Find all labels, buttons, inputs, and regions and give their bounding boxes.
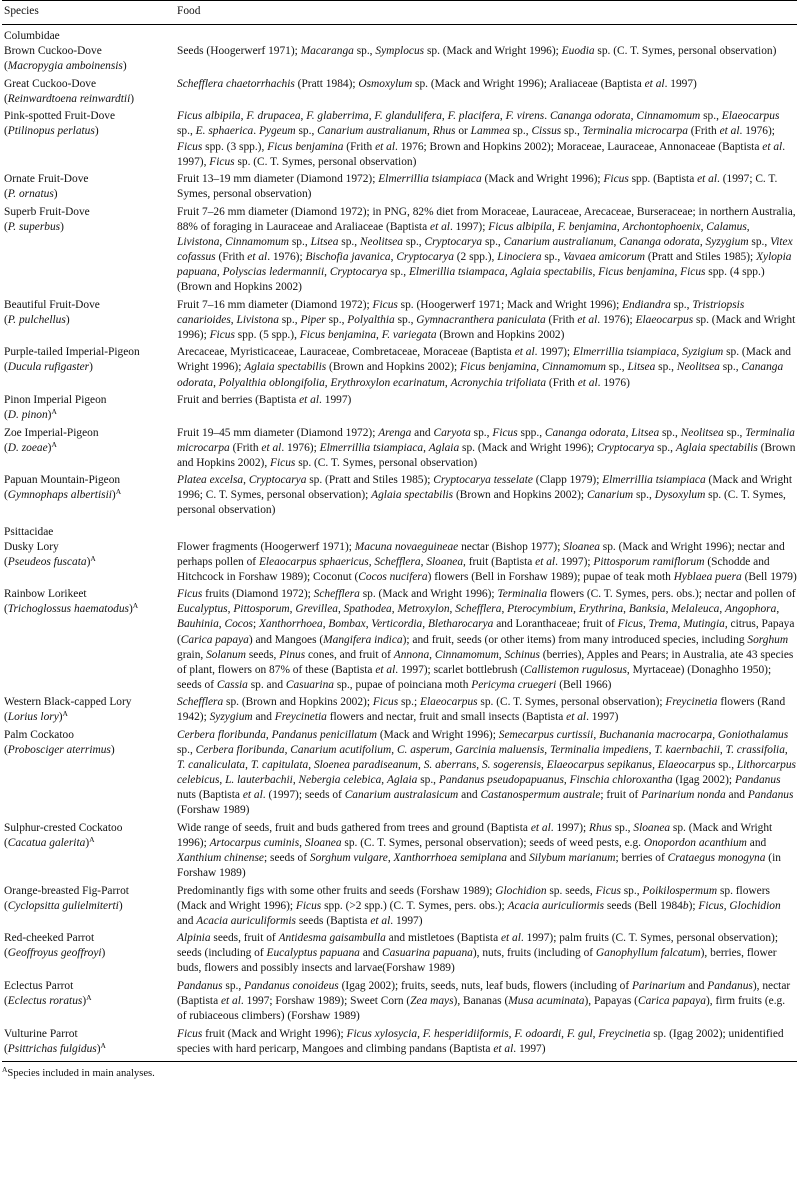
common-name: Palm Cockatoo	[4, 728, 74, 741]
scientific-name: (Reinwardtoena reinwardtii)	[4, 92, 135, 105]
food-cell: Fruit 7–16 mm diameter (Diamond 1972); Ficus sp. (Hoogerwerf 1971; Mack and Wright 1996); Endiandra sp., Tristriopsis canarioides, Livistona sp., Piper sp., Polyalthia sp., Gymnacranthera paniculata (Frith et al. 1976); Elaeocarpus sp. (Mack and Wright 1996); Ficus spp. (5 spp.), Ficus benjamina, F. variegata (Brown and Hopkins 2002)	[177, 298, 796, 341]
main-analysis-mark: A	[86, 993, 92, 1003]
main-analysis-mark: A	[51, 439, 57, 449]
scientific-name: (P. superbus)	[4, 220, 64, 233]
food-cell: Alpinia seeds, fruit of Antidesma gaisambulla and mistletoes (Baptista et al. 1997); palm fruits (C. T. Symes, personal observation); seeds (including of Eucalyptus papuana and Casuarina papuana), nuts, fruits (including of Ganophyllum falcatum), berries, flower buds, flowers and possibly insects and larvae(Forshaw 1989)	[177, 932, 779, 975]
common-name: Superb Fruit-Dove	[4, 205, 90, 218]
species-cell	[2, 170, 175, 203]
main-analysis-mark: A	[51, 407, 57, 417]
table-row	[2, 585, 797, 693]
table-row	[2, 1024, 797, 1061]
scientific-name: (Pseudeos fuscata)$^A$	[4, 553, 96, 568]
common-name: Vulturine Parrot	[4, 1027, 78, 1040]
table-row	[2, 423, 797, 471]
scientific-name: (Probosciger aterrimus)	[4, 744, 115, 756]
food-cell: Wide range of seeds, fruit and buds gathered from trees and ground (Baptista et al. 1997); Rhus sp., Sloanea sp. (Mack and Wright 1996); Artocarpus cuminis, Sloanea sp. (C. T. Symes, personal observation); seeds of weed pests, e.g. Onopordon acanthium and Xanthium chinense; seeds of Sorghum vulgare, Xanthorrhoea semiplana and Silybum marianum; berries of Crataegus monogyna (in Forshaw 1989)	[177, 821, 781, 880]
food-cell: Ficus fruits (Diamond 1972); Schefflera sp. (Mack and Wright 1996); Terminalia flowers (C. T. Symes, pers. obs.); nectar and pollen of Eucalyptus, Pittosporum, Grevillea, Spathodea, Metroxylon, Schefflera, Pterocymbium, Erythrina, Banksia, Melaleuca, Angophora, Bauhinia, Cocos; Xanthorrhoea, Bombax, Verticordia, Bletharocarya and Loranthaceae; fruit of Ficus, Trema, Mutingia, citrus, Papaya (Carica papaya) and Mangoes (Mangifera indica); and fruit, seeds (or other items) from many introduced species, including Sorghum grain, Solanum seeds, Pinus cones, and fruit of Annona, Cinnamomum, Schinus (berries), Apples and Pears; in Australia, ate 43 species of plant, flowers on 87% of these (Baptista et al. 1997); scarlet bottlebrush (Callistemon rugulosus, Myrtaceae) (Donaghho 1950); seeds of Cassia sp. and Casuarina sp., pupae of poinciana moth Pericyma cruegeri (Bell 1966)	[177, 588, 796, 691]
table-row	[2, 74, 797, 107]
common-name: Orange-breasted Fig-Parrot	[4, 884, 129, 897]
scientific-name: (Macropygia amboinensis)	[4, 60, 127, 73]
species-cell	[2, 929, 175, 977]
footnote-mark: A	[2, 1064, 8, 1074]
scientific-name: (Eclectus roratus)$^A$	[4, 993, 92, 1008]
table-row	[2, 818, 797, 881]
food-cell: Seeds (Hoogerwerf 1971); Macaranga sp., Symplocus sp. (Mack and Wright 1996); Euodia sp. (C. T. Symes, personal observation)	[177, 45, 777, 58]
main-analysis-mark: A	[62, 709, 68, 719]
scientific-name: (Cyclopsitta gulielmiterti)	[4, 899, 123, 912]
species-cell	[2, 202, 175, 295]
table-row	[2, 929, 797, 977]
scientific-name: (Trichoglossus haematodus)$^A$	[4, 601, 139, 616]
species-cell	[2, 585, 175, 693]
scientific-name: (Geoffroyus geoffroyi)	[4, 947, 106, 960]
main-analysis-mark: A	[132, 601, 139, 611]
species-cell	[2, 726, 175, 819]
family-row	[2, 25, 797, 45]
table-row	[2, 540, 797, 585]
common-name: Red-cheeked Parrot	[4, 932, 95, 945]
scientific-name: (Ducula rufigaster)	[4, 361, 93, 374]
diet-table	[2, 0, 797, 1062]
common-name: Zoe Imperial-Pigeon	[4, 426, 99, 439]
common-name: Great Cuckoo-Dove	[4, 77, 97, 90]
scientific-name: (Gymnophaps albertisii)$^A$	[4, 487, 122, 502]
scientific-name: (Lorius lory)$^A$	[4, 709, 68, 724]
table-row	[2, 295, 797, 343]
scientific-name: (Ptilinopus perlatus)	[4, 125, 99, 138]
table-row	[2, 202, 797, 295]
food-cell: Fruit 19–45 mm diameter (Diamond 1972); Arenga and Caryota sp., Ficus spp., Cananga odorata, Litsea sp., Neolitsea sp., Terminalia microcarpa (Frith et al. 1976); Elmerrillia tsiampiaca, Aglaia sp. (Mack and Wright 1996); Cryptocarya sp., Aglaia spectabilis (Brown and Hopkins 2002), Ficus sp. (C. T. Symes, personal observation)	[177, 426, 796, 469]
main-analysis-mark: A	[100, 1040, 106, 1050]
scientific-name: (Cacatua galerita)$^A$	[4, 834, 95, 849]
food-cell: Arecaceae, Myristicaceae, Lauraceae, Combretaceae, Moraceae (Baptista et al. 1997); Elmerrillia tsiampiaca, Syzigium sp. (Mack and Wright 1996); Aglaia spectabilis (Brown and Hopkins 2002); Ficus benjamina, Cinnamomum sp., Litsea sp., Neolitsea sp., Cananga odorata, Polyalthia oblongifolia, Erythroxylon ecarinatum, Acronychia trifoliata (Frith et al. 1976)	[177, 346, 791, 389]
species-cell	[2, 977, 175, 1025]
food-cell: Flower fragments (Hoogerwerf 1971); Macuna novaeguineae nectar (Bishop 1977); Sloanea sp. (Mack and Wright 1996); nectar and perhaps pollen of Eleaocarpus sphaericus, Schefflera, Sloanea, fruit (Baptista et al. 1997); Pittosporum ramiflorum (Schodde and Hitchcock in Forshaw 1989); Coconut (Cocos nucifera) flowers (Bell in Forshaw 1989); pupae of teak moth Hyblaea puera (Bell 1979)	[177, 540, 797, 583]
main-analysis-mark: A	[90, 553, 96, 563]
species-cell	[2, 295, 175, 343]
food-cell: Schefflera sp. (Brown and Hopkins 2002); Ficus sp.; Elaeocarpus sp. (C. T. Symes, personal observation); Freycinetia flowers (Rand 1942); Syzygium and Freycinetia flowers and nectar, fruit and small insects (Baptista et al. 1997)	[177, 696, 786, 724]
food-cell: Predominantly figs with some other fruits and seeds (Forshaw 1989); Glochidion sp. seeds, Ficus sp., Poikilospermum sp. flowers (Mack and Wright 1996); Ficus spp. (>2 spp.) (C. T. Symes, pers. obs.); Acacia auriculiormis seeds (Bell 1984b); Ficus, Glochidion and Acacia auriculiformis seeds (Baptista et al. 1997)	[177, 884, 781, 927]
scientific-name: (D. zoeae)$^A$	[4, 439, 57, 454]
table-row	[2, 170, 797, 203]
table-header-row	[2, 1, 797, 25]
food-cell: Ficus albipila, F. drupacea, F. glaberrima, F. glandulifera, F. placifera, F. virens. Cananga odorata, Cinnamomum sp., Elaeocarpus sp., E. sphaerica. Pygeum sp., Canarium australianum, Rhus or Lammea sp., Cissus sp., Terminalia microcarpa (Frith et al. 1976); Ficus spp. (3 spp.), Ficus benjamina (Frith et al. 1976; Brown and Hopkins 2002); Moraceae, Lauraceae, Annonaceae (Baptista et al. 1997), Ficus sp. (C. T. Symes, personal observation)	[177, 110, 786, 168]
food-cell: Fruit 7–26 mm diameter (Diamond 1972); in PNG, 82% diet from Moraceae, Lauraceae, Arecaceae, Burseraceae; in northern Australia, 88% of foraging in Lauraceae and Araliaceae (Baptista et al. 1997); Ficus albipila, F. benjamina, Archontophoenix, Calamus, Livistona, Cinnamomum sp., Litsea sp., Neolitsea sp., Cryptocarya sp., Canarium australianum, Cananga odorata, Syzygium sp., Vitex cofassus (Frith et al. 1976); Bischofia javanica, Cryptocarya (2 spp.), Linociera sp., Vavaea amicorum (Pratt and Stiles 1985); Xylopia papuana, Polyscias ledermannii, Cryptocarya sp., Elmerillia tsiampaca, Aglaia spectabilis, Ficus benjamina, Ficus spp. (4 spp.) (Brown and Hopkins 2002)	[177, 205, 796, 294]
scientific-name: (D. pinon)$^A$	[4, 407, 57, 422]
family-name: Psittacidae	[4, 525, 54, 538]
common-name: Pink-spotted Fruit-Dove	[4, 110, 116, 123]
footnote-text: Species included in main analyses.	[7, 1067, 155, 1079]
common-name: Beautiful Fruit-Dove	[4, 298, 100, 311]
table-row	[2, 44, 797, 74]
family-row	[2, 519, 797, 540]
species-cell	[2, 107, 175, 170]
species-column-header: Species	[4, 5, 39, 17]
table-footnote	[0, 1062, 799, 1079]
common-name: Pinon Imperial Pigeon	[4, 393, 107, 406]
common-name: Eclectus Parrot	[4, 979, 74, 992]
table-row	[2, 693, 797, 726]
common-name: Western Black-capped Lory	[4, 696, 132, 709]
species-cell	[2, 540, 175, 585]
species-cell	[2, 818, 175, 881]
table-row	[2, 343, 797, 391]
common-name: Papuan Mountain-Pigeon	[4, 474, 121, 487]
common-name: Sulphur-crested Cockatoo	[4, 821, 123, 834]
scientific-name: (P. pulchellus)	[4, 313, 70, 326]
food-cell: Pandanus sp., Pandanus conoideus (Igag 2002); fruits, seeds, nuts, leaf buds, flowers (including of Parinarium and Pandanus), nectar (Baptista et al. 1997; Forshaw 1989); Sweet Corn (Zea mays), Bananas (Musa acuminata), Papayas (Carica papaya), firm fruits (e.g. of rubiaceous climbers) (Forshaw 1989)	[177, 979, 791, 1023]
table-row	[2, 391, 797, 424]
table-row	[2, 977, 797, 1025]
scientific-name: (P. ornatus)	[4, 188, 58, 201]
main-analysis-mark: A	[89, 834, 95, 844]
scientific-name: (Psittrichas fulgidus)$^A$	[4, 1040, 106, 1055]
food-cell: Platea excelsa, Cryptocarya sp. (Pratt and Stiles 1985); Cryptocarya tesselate (Clapp 1979); Elmerrillia tsiampiaca (Mack and Wright 1996; C. T. Symes, personal observation); Aglaia spectabilis (Brown and Hopkins 2002); Canarium sp., Dysoxylum sp. (C. T. Symes, personal observation)	[177, 474, 793, 517]
common-name: Rainbow Lorikeet	[4, 588, 87, 601]
table-row	[2, 471, 797, 519]
table-row	[2, 726, 797, 819]
main-analysis-mark: A	[115, 487, 122, 497]
species-cell	[2, 74, 175, 107]
species-cell	[2, 391, 175, 424]
food-column-header: Food	[177, 5, 201, 17]
species-cell	[2, 881, 175, 929]
species-cell	[2, 44, 175, 74]
table-row	[2, 107, 797, 170]
species-cell	[2, 423, 175, 471]
common-name: Brown Cuckoo-Dove	[4, 45, 102, 58]
food-cell: Fruit and berries (Baptista et al. 1997)	[177, 393, 352, 406]
food-cell: Fruit 13–19 mm diameter (Diamond 1972); Elmerrillia tsiampiaca (Mack and Wright 1996); Ficus spp. (Baptista et al. (1997; C. T. Symes, personal observation)	[177, 173, 778, 201]
table-body	[2, 25, 797, 1062]
common-name: Dusky Lory	[4, 540, 59, 553]
species-cell	[2, 1024, 175, 1061]
common-name: Ornate Fruit-Dove	[4, 173, 89, 186]
species-cell	[2, 693, 175, 726]
food-cell: Ficus fruit (Mack and Wright 1996); Ficus xylosycia, F. hesperidiiformis, F. odoardi, F. gul, Freycinetia sp. (Igag 2002); unidentified species with hard pericarp, Mangoes and climbing pandans (Baptista et al. 1997)	[177, 1027, 784, 1055]
family-name: Columbidae	[4, 30, 60, 43]
species-cell	[2, 343, 175, 391]
food-cell: Schefflera chaetorrhachis (Pratt 1984); Osmoxylum sp. (Mack and Wright 1996); Araliaceae (Baptista et al. 1997)	[177, 77, 697, 90]
table-row	[2, 881, 797, 929]
common-name: Purple-tailed Imperial-Pigeon	[4, 346, 140, 359]
food-cell: Cerbera floribunda, Pandanus penicillatum (Mack and Wright 1996); Semecarpus curtissii, Buchanania macrocarpa, Goniothalamus sp., Cerbera floribunda, Canarium acutifolium, C. asperum, Garcinia maluensis, Terminalia impediens, T. kaernbachii, T. crassifolia, T. canaliculata, T. capitulata, Sloenea paradiseanum, S. aberrans, S. sogerensis, Elaeocarpus sepikanus, Elaeocarpus sp., Lithorcarpus celebicus, L. lauterbachii, Nebergia celebica, Aglaia sp., Pandanus pseudopapuanus, Finschia chloroxantha (Igag 2002); Pandanus nuts (Baptista et al. (1997); seeds of Canarium australasicum and Castanospermum australe; fruit of Parinarium nonda and Pandanus (Forshaw 1989)	[177, 728, 796, 817]
species-cell	[2, 471, 175, 519]
